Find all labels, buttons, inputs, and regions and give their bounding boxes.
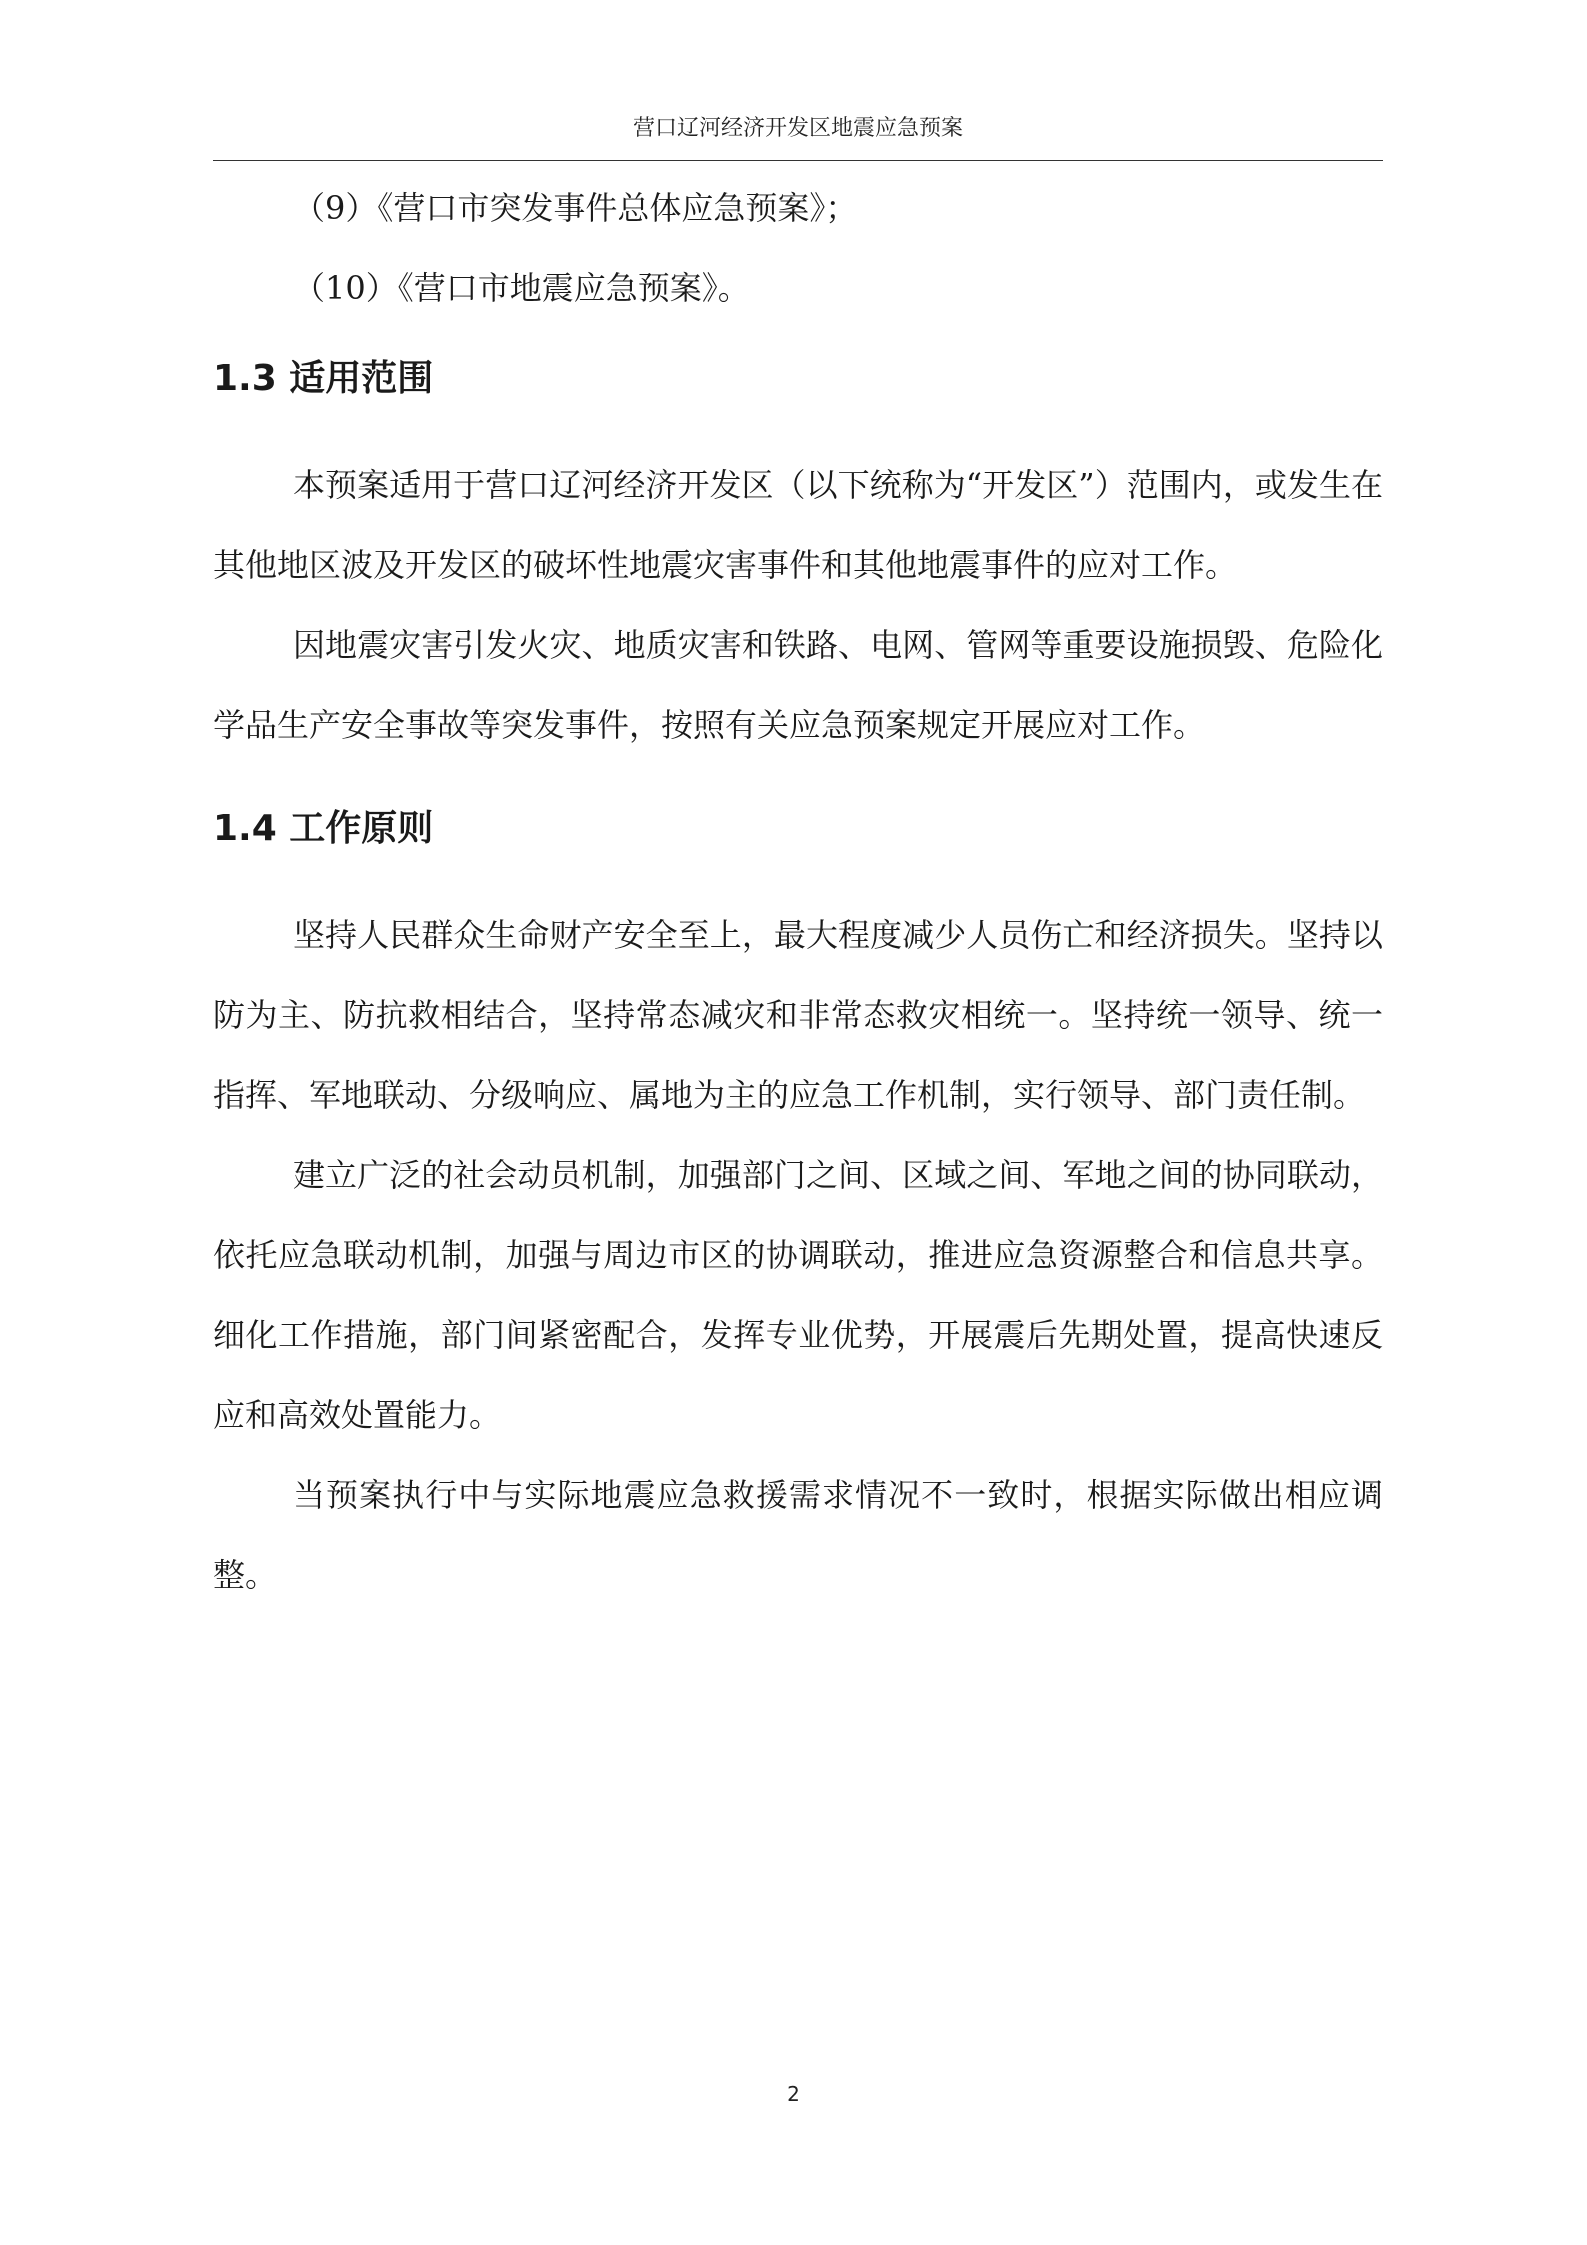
document-body <box>213 186 1383 1615</box>
reference-item: （10）《营口市地震应急预案》。 <box>293 269 750 307</box>
section-heading-scope: 1.3 适用范围 <box>213 358 434 399</box>
paragraph: 建立广泛的社会动员机制，加强部门之间、区域之间、军地之间的协同联动，依托应急联动机制，加强与周边市区的协调联动，推进应急资源整合和信息共享。细化工作措施，部门间紧密配合，发挥专业优势，开展震后先期处置，提高快速反应和高效处置能力。 <box>213 1156 1383 1434</box>
paragraph: 因地震灾害引发火灾、地质灾害和铁路、电网、管网等重要设施损毁、危险化学品生产安全事故等突发事件，按照有关应急预案规定开展应对工作。 <box>213 626 1383 744</box>
paragraph: 当预案执行中与实际地震应急救援需求情况不一致时，根据实际做出相应调整。 <box>213 1476 1383 1594</box>
page-number: 2 <box>787 2082 800 2106</box>
paragraph: 坚持人民群众生命财产安全至上，最大程度减少人员伤亡和经济损失。坚持以防为主、防抗救相结合，坚持常态减灾和非常态救灾相统一。坚持统一领导、统一指挥、军地联动、分级响应、属地为主的应急工作机制，实行领导、部门责任制。 <box>213 916 1383 1114</box>
section-heading-principles: 1.4 工作原则 <box>213 808 434 849</box>
paragraph: 本预案适用于营口辽河经济开发区（以下统称为“开发区”）范围内，或发生在其他地区波及开发区的破坏性地震灾害事件和其他地震事件的应对工作。 <box>213 466 1383 584</box>
page-header <box>213 108 1383 161</box>
reference-item: （9）《营口市突发事件总体应急预案》； <box>293 189 858 227</box>
document-title: 营口辽河经济开发区地震应急预案 <box>632 116 963 141</box>
